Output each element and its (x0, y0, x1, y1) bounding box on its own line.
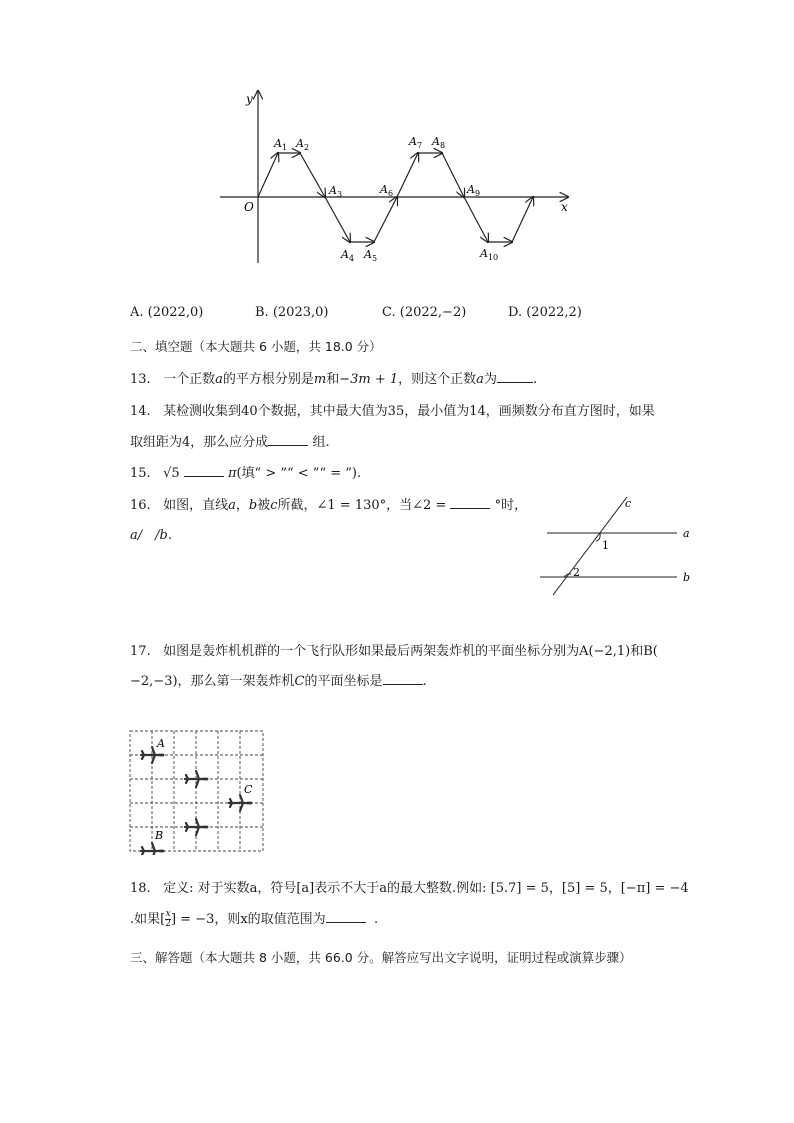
question-14-line1: 14. 某检测收集到40个数据，其中最大值为35，最小值为14，画频数分布直方图时，如果 (130, 404, 655, 419)
label-b: b (683, 571, 691, 584)
line-c (553, 497, 627, 595)
question-13: 13. 一个正数a的平方根分别是m和−3m + 1，则这个正数a为 . (130, 372, 538, 387)
origin-label: O (244, 200, 254, 214)
question-18-line1: 18. 定义: 对于实数a，符号[a]表示不大于a的最大整数.例如: [5.7] = 5，[5] = 5，[−π] = −4 (130, 881, 689, 896)
x-axis-label: x (561, 200, 568, 214)
answer-blank-18[interactable] (326, 910, 366, 923)
question-14-line2: 取组距为4，那么应分成 组. (130, 435, 330, 450)
option-a[interactable] (130, 305, 203, 320)
option-d-label: D. (508, 305, 523, 320)
answer-blank-13[interactable] (497, 370, 533, 383)
question-17-line2: −2,−3)，那么第一架轰炸机C的平面坐标是 . (130, 674, 427, 689)
question-17-line1: 17. 如图是轰炸机机群的一个飞行队形如果最后两架轰炸机的平面坐标分别为A(−2,1)和B( (130, 644, 658, 659)
label-c: c (625, 497, 632, 510)
plane-c-icon (229, 795, 251, 811)
wave-figure (210, 85, 580, 270)
fraction-x-over-2: $\frac{x}{2}$ (165, 909, 171, 929)
answer-blank-17[interactable] (383, 672, 423, 685)
option-a-value: (2022,0) (147, 305, 204, 320)
point-a2: $A_2$ (296, 137, 310, 152)
question-16-line1: 16. 如图，直线a，b被c所截，∠1 = 130°，当∠2 = °时， (130, 498, 528, 513)
option-b-label: B. (255, 305, 269, 320)
plane-label-a: A (157, 737, 165, 750)
plane-label-b: B (155, 829, 164, 842)
point-a6: $A_6$ (380, 183, 394, 198)
label-angle-1: 1 (602, 539, 609, 552)
option-b[interactable] (255, 305, 328, 320)
y-axis-label: y (246, 92, 253, 106)
plane-4-icon (185, 819, 207, 835)
question-15: 15. √5 π(填“ > ”“ < ”“ = ”). (130, 466, 362, 481)
plane-label-c: C (244, 783, 253, 796)
plane-2-icon (185, 771, 207, 787)
option-b-value: (2023,0) (272, 305, 329, 320)
point-a4: $A_4$ (341, 248, 355, 263)
point-a7: $A_7$ (409, 135, 423, 150)
answer-blank-16[interactable] (450, 496, 490, 509)
question-16-line2: a/ /b. (130, 528, 172, 543)
label-angle-2: 2 (573, 566, 580, 579)
option-a-label: A. (130, 305, 144, 320)
point-a1: $A_1$ (274, 137, 288, 152)
airplane-grid-figure (128, 729, 268, 855)
label-a: a (683, 527, 690, 540)
point-a9: $A_9$ (467, 183, 481, 198)
answer-blank-15[interactable] (184, 464, 224, 477)
point-a10: $A_{10}$ (480, 247, 499, 262)
option-c-value: (2022,−2) (399, 305, 467, 320)
point-a3: $A_3$ (329, 184, 343, 199)
option-d-value: (2022,2) (526, 305, 582, 320)
answer-blank-14[interactable] (268, 433, 308, 446)
option-d[interactable] (508, 305, 582, 320)
option-c[interactable] (382, 305, 466, 320)
option-c-label: C. (382, 305, 396, 320)
question-18-line2: .如果[ $\frac{x}{2}$ ] = −3，则x的取值范围为 . (130, 909, 379, 929)
point-a5: $A_5$ (364, 248, 378, 263)
section2-title: 二、填空题（本大题共 6 小题，共 18.0 分） (130, 339, 382, 354)
point-a8: $A_8$ (432, 135, 446, 150)
section3-title: 三、解答题（本大题共 8 小题，共 66.0 分。解答应写出文字说明，证明过程或演算步骤） (130, 950, 632, 965)
parallel-lines-figure (535, 493, 695, 598)
